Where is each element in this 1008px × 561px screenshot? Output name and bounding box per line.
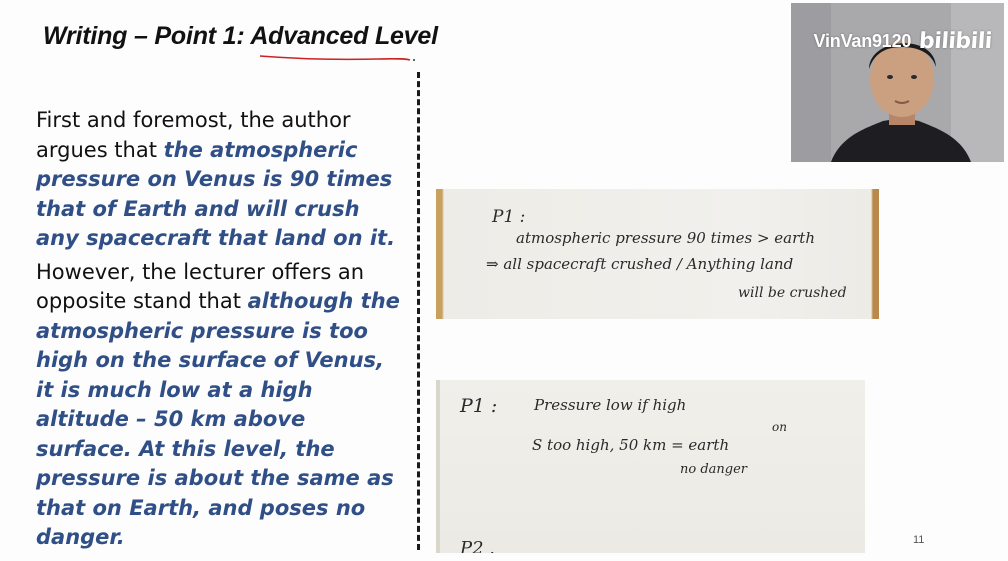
note1-line2: ⇒ all spacecraft crushed / Anything land <box>486 255 794 273</box>
presenter-silhouette <box>791 3 1004 162</box>
handwritten-note-reading <box>436 189 879 319</box>
note2-cut-line: P2 . <box>460 538 496 553</box>
paragraph2-plain: However, the lecturer offers an opposite stand that <box>36 259 365 313</box>
webcam-overlay <box>791 3 1004 162</box>
note2-line3: no danger <box>680 462 748 477</box>
paragraph1-plain: First and foremost, the author argues that <box>36 108 351 162</box>
paragraph-author-argument <box>36 106 408 254</box>
red-underline-annotation <box>258 50 418 64</box>
note1-heading: P1 : <box>492 207 526 227</box>
note2-line2-on: on <box>772 420 787 434</box>
note2-heading: P1 : <box>460 395 498 417</box>
dashed-divider <box>417 72 420 550</box>
note2-line2: S too high, 50 km = earth <box>532 436 730 454</box>
watermark-username: VinVan9120 <box>813 31 912 51</box>
slide-title-prefix: Writing – Point 1: <box>43 22 251 50</box>
handwritten-note-lecture <box>436 380 865 553</box>
slide-title-highlight: Advanced Level <box>250 22 438 50</box>
slide-title <box>43 22 438 51</box>
paragraph2-emphasis: although the atmospheric pressure is too high on the surface of Venus, it is much low at a high altitude – 50 km above surface. At this level, the pressure is about the same as that on Earth, and poses no danger. <box>36 289 400 549</box>
paragraph-lecturer-argument <box>36 258 408 553</box>
slide-body <box>36 106 408 557</box>
paragraph1-emphasis: the atmospheric pressure on Venus is 90 times that of Earth and will crush any spacecraft that land on it. <box>36 137 396 250</box>
page-number: 11 <box>913 534 925 546</box>
note1-line1: atmospheric pressure 90 times > earth <box>516 229 815 247</box>
note1-line3: will be crushed <box>738 285 847 301</box>
bilibili-logo: bilibili <box>918 29 993 54</box>
bilibili-watermark <box>814 29 993 54</box>
note2-line1: Pressure low if high <box>534 396 687 414</box>
